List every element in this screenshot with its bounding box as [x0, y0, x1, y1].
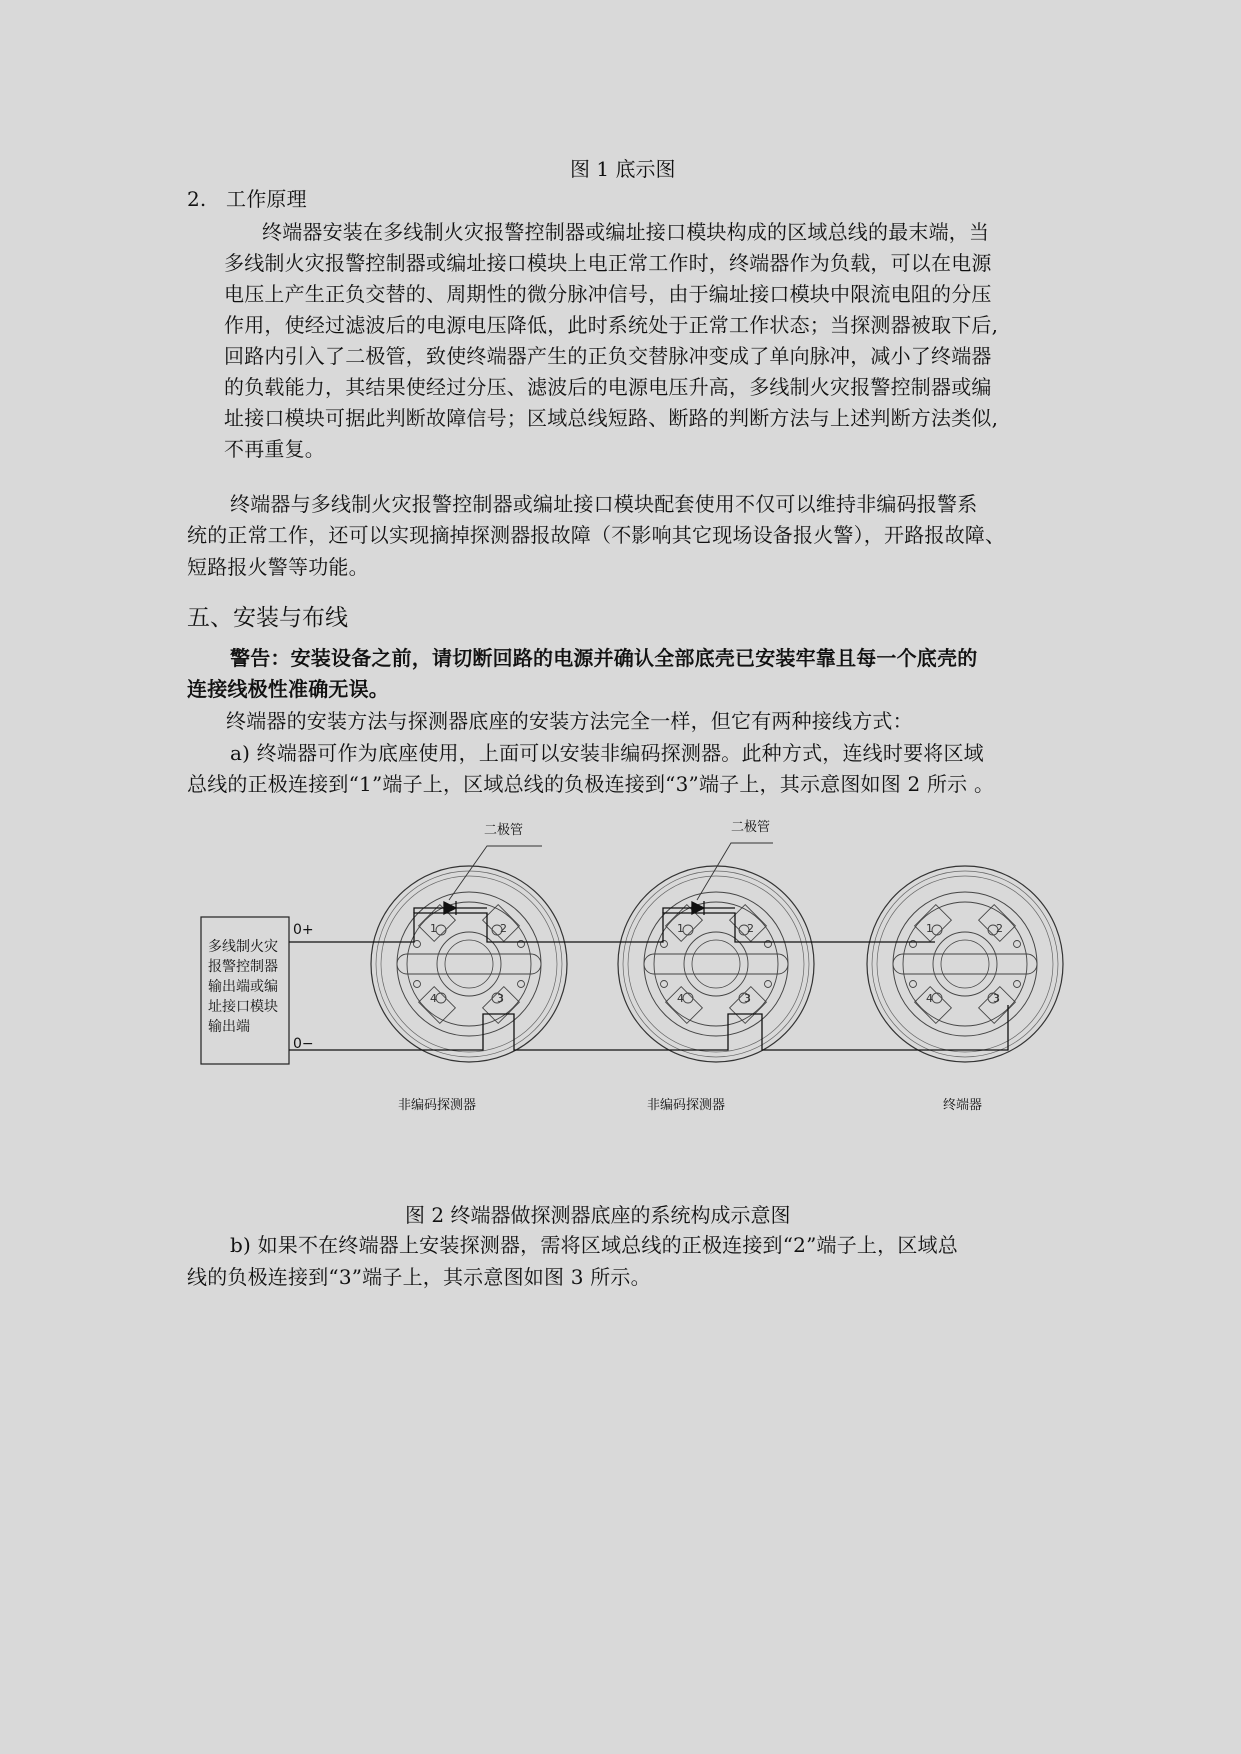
function-line: 统的正常工作，还可以实现摘掉探测器报故障（不影响其它现场设备报火警），开路报故障、: [187, 523, 1006, 547]
positive-output-label: 0+: [293, 922, 314, 938]
terminal-label: 2: [747, 922, 754, 935]
function-line: 短路报火警等功能。: [187, 555, 369, 579]
detector-base-2: [618, 866, 814, 1062]
unit-label-terminator: 终端器: [943, 1098, 983, 1113]
install-intro: 终端器的安装方法与探测器底座的安装方法完全一样，但它有两种接线方式：: [226, 709, 913, 733]
detector-base-1: [371, 866, 567, 1062]
section-5-heading: 五、安装与布线: [187, 605, 348, 631]
terminator-base: [867, 866, 1063, 1062]
terminal-label: 1: [677, 922, 684, 935]
section-2-line: 作用，使经过滤波后的电源电压降低，此时系统处于正常工作状态；当探测器被取下后,: [224, 313, 999, 337]
controller-label-line: 输出端: [208, 1019, 250, 1035]
figure-1-caption: 图 1 底示图: [570, 157, 676, 181]
section-2-line: 多线制火灾报警控制器或编址接口模块上电正常工作时，终端器作为负载，可以在电源: [224, 251, 992, 275]
section-2-line: 终端器安装在多线制火灾报警控制器或编址接口模块构成的区域总线的最末端，当: [262, 220, 990, 244]
terminal-label: 2: [996, 922, 1003, 935]
item-a-line: 总线的正极连接到“1”端子上，区域总线的负极连接到“3”端子上，其示意图如图 2 所示 。: [187, 772, 995, 796]
positive-bus-wire: [692, 913, 935, 942]
terminal-label: 3: [744, 992, 751, 1005]
terminal-label: 2: [500, 922, 507, 935]
diode-label-2: 二极管: [731, 820, 771, 835]
warning-line: 连接线极性准确无误。: [187, 677, 389, 701]
item-a-line: a) 终端器可作为底座使用，上面可以安装非编码探测器。此种方式，连线时要将区域: [230, 741, 984, 765]
unit-label-detector-1: 非编码探测器: [398, 1098, 477, 1113]
section-2-line: 电压上产生正负交替的、周期性的微分脉冲信号，由于编址接口模块中限流电阻的分压: [224, 282, 992, 306]
unit-label-detector-2: 非编码探测器: [647, 1098, 726, 1113]
diode-label-1: 二极管: [484, 823, 524, 838]
controller-label-line: 报警控制器: [208, 959, 278, 975]
terminal-label: 3: [993, 992, 1000, 1005]
section-2-number: 2.: [187, 187, 207, 211]
section-2-title: 工作原理: [226, 187, 307, 211]
terminal-label: 1: [926, 922, 933, 935]
controller-label-line: 输出端或编: [208, 979, 278, 995]
terminal-label: 3: [497, 992, 504, 1005]
terminal-label: 1: [430, 922, 437, 935]
section-2-line: 的负载能力，其结果使经过分压、滤波后的电源电压升高，多线制火灾报警控制器或编: [224, 375, 992, 399]
function-line: 终端器与多线制火灾报警控制器或编址接口模块配套使用不仅可以维持非编码报警系: [230, 492, 978, 516]
negative-output-label: 0−: [293, 1036, 314, 1052]
terminal-label: 4: [677, 992, 684, 1005]
terminal-label: 4: [430, 992, 437, 1005]
controller-label-line: 多线制火灾: [208, 939, 278, 955]
controller-label-line: 址接口模块: [208, 999, 278, 1015]
warning-line: 警告：安装设备之前，请切断回路的电源并确认全部底壳已安装牢靠且每一个底壳的: [230, 646, 978, 670]
section-2-line: 回路内引入了二极管，致使终端器产生的正负交替脉冲变成了单向脉冲，减小了终端器: [224, 344, 992, 368]
figure-2-caption: 图 2 终端器做探测器底座的系统构成示意图: [405, 1203, 791, 1227]
section-2-line: 址接口模块可据此判断故障信号；区域总线短路、断路的判断方法与上述判断方法类似,: [224, 406, 999, 430]
section-2-line: 不再重复。: [224, 437, 325, 461]
item-b-line: b) 如果不在终端器上安装探测器，需将区域总线的正极连接到“2”端子上，区域总: [230, 1233, 958, 1257]
terminal-label: 4: [926, 992, 933, 1005]
positive-bus-wire: [445, 913, 692, 942]
item-b-line: 线的负极连接到“3”端子上，其示意图如图 3 所示。: [187, 1265, 651, 1289]
